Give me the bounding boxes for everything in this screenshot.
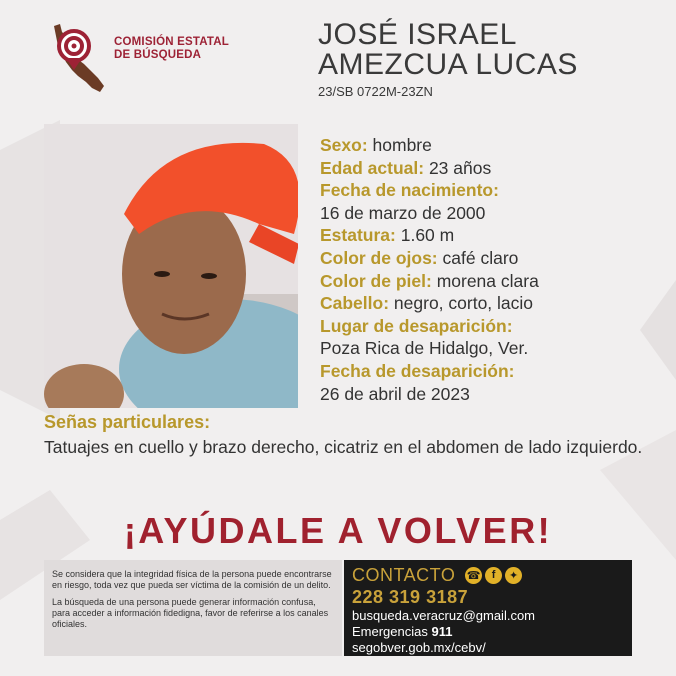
agency-name-line2: DE BÚSQUEDA: [114, 49, 202, 61]
disappearance-date-label: Fecha de desaparición:: [320, 360, 515, 381]
phone-icon[interactable]: ☎: [465, 567, 482, 584]
facebook-icon[interactable]: f: [485, 567, 502, 584]
emergency-number[interactable]: 911: [431, 624, 453, 639]
veracruz-map-pin-icon: [46, 22, 108, 94]
skin-color-row: Color de piel: morena clara: [320, 270, 539, 291]
emergency-label: Emergencias: [352, 624, 428, 639]
person-name: [318, 20, 578, 80]
person-name-line1: JOSÉ ISRAEL: [318, 18, 517, 51]
person-photo: [44, 124, 298, 408]
contact-website[interactable]: segobver.gob.mx/cebv/: [352, 640, 486, 655]
agency-name-line1: COMISIÓN ESTATAL: [114, 36, 229, 48]
distinguishing-marks-title: Señas particulares:: [44, 412, 211, 432]
agency-name: [114, 36, 229, 62]
call-to-action: ¡AYÚDALE A VOLVER!: [123, 510, 553, 551]
contact-title: CONTACTO: [352, 564, 456, 585]
disappearance-date-value: 26 de abril de 2023: [320, 383, 470, 404]
birthdate-label: Fecha de nacimiento:: [320, 180, 499, 201]
disclaimer-box: [44, 560, 342, 656]
contact-phone[interactable]: 228 319 3187: [352, 587, 469, 607]
sex-row: Sexo: hombre: [320, 135, 432, 155]
age-row: Edad actual: 23 años: [320, 157, 492, 178]
disappearance-place-label: Lugar de desaparición:: [320, 315, 513, 336]
person-details: [320, 134, 660, 405]
birthdate-value: 16 de marzo de 2000: [320, 202, 486, 223]
disappearance-place-value: Poza Rica de Hidalgo, Ver.: [320, 338, 529, 359]
twitter-icon[interactable]: ✦: [505, 567, 522, 584]
person-name-line2: AMEZCUA LUCAS: [318, 48, 578, 81]
contact-email[interactable]: busqueda.veracruz@gmail.com: [352, 608, 536, 623]
disclaimer-paragraph-1: Se considera que la integridad física de la persona puede encontrarse en riesgo, toda vez que pueda ser víctima de la comisión de un delito.: [52, 569, 332, 590]
eye-color-row: Color de ojos: café claro: [320, 247, 519, 268]
emergency-line: [352, 624, 624, 640]
distinguishing-marks-text: Tatuajes en cuello y brazo derecho, cicatriz en el abdomen de lado izquierdo.: [44, 437, 643, 457]
case-id: 23/SB 0722M-23ZN: [318, 84, 433, 99]
hair-row: Cabello: negro, corto, lacio: [320, 293, 534, 314]
contact-header: [352, 564, 624, 586]
height-row: Estatura: 1.60 m: [320, 225, 455, 246]
contact-box: [344, 560, 632, 656]
disclaimer-paragraph-2: La búsqueda de una persona puede generar información confusa, para acceder a información fidedigna, favor de referirse a los canales oficiales.: [52, 597, 329, 629]
